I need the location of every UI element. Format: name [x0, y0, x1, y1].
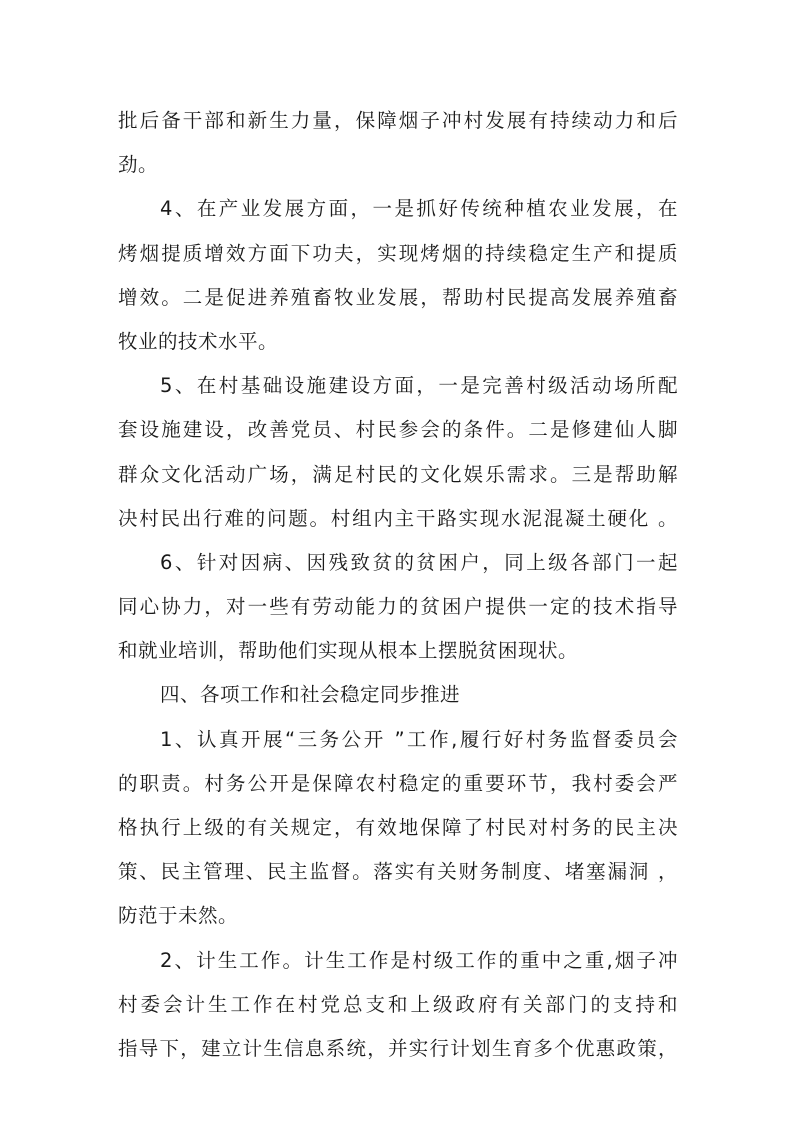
- paragraph-line: 1、认真开展“三务公开 ”工作,履行好村务监督委员会: [160, 727, 678, 751]
- paragraph-line: 和就业培训，帮助他们实现从根本上摆脱贫困现状。: [118, 639, 579, 663]
- paragraph-line: 2、计生工作。计生工作是村级工作的重中之重,烟子冲: [160, 948, 678, 972]
- paragraph-line: 4、在产业发展方面，一是抓好传统种植农业发展，在: [160, 197, 678, 221]
- paragraph-line: 5、在村基础设施建设方面，一是完善村级活动场所配: [160, 374, 678, 398]
- paragraph-line: 村委会计生工作在村党总支和上级政府有关部门的支持和: [118, 992, 678, 1016]
- paragraph-line: 同心协力，对一些有劳动能力的贫困户提供一定的技术指导: [118, 595, 678, 619]
- paragraph-line: 策、民主管理、民主监督。落实有关财务制度、堵塞漏洞 ，: [118, 860, 678, 884]
- paragraph-line: 烤烟提质增效方面下功夫，实现烤烟的持续稳定生产和提质: [118, 241, 678, 265]
- paragraph-line: 6、针对因病、因残致贫的贫困户，同上级各部门一起: [160, 550, 678, 574]
- paragraph-line: 指导下，建立计生信息系统，并实行计划生育多个优惠政策，: [118, 1036, 678, 1060]
- paragraph-line: 防范于未然。: [118, 904, 239, 928]
- paragraph-line: 的职责。村务公开是保障农村稳定的重要环节，我村委会严: [118, 771, 678, 795]
- paragraph-line: 增效。二是促进养殖畜牧业发展，帮助村民提高发展养殖畜: [118, 285, 678, 309]
- paragraph-line: 套设施建设，改善党员、村民参会的条件。二是修建仙人脚: [118, 418, 678, 442]
- paragraph-line: 牧业的技术水平。: [118, 329, 279, 353]
- document-body: [118, 99, 678, 1071]
- paragraph-line: 决村民出行难的问题。村组内主干路实现水泥混凝土硬化 。: [118, 506, 678, 530]
- paragraph-line: 群众文化活动广场，满足村民的文化娱乐需求。三是帮助解: [118, 462, 678, 486]
- paragraph-line: 劲。: [118, 153, 159, 177]
- paragraph-line: 格执行上级的有关规定，有效地保障了村民对村务的民主决: [118, 816, 678, 839]
- section-heading: 四、各项工作和社会稳定同步推进: [160, 683, 461, 707]
- paragraph-line: 批后备干部和新生力量，保障烟子冲村发展有持续动力和后: [118, 109, 678, 132]
